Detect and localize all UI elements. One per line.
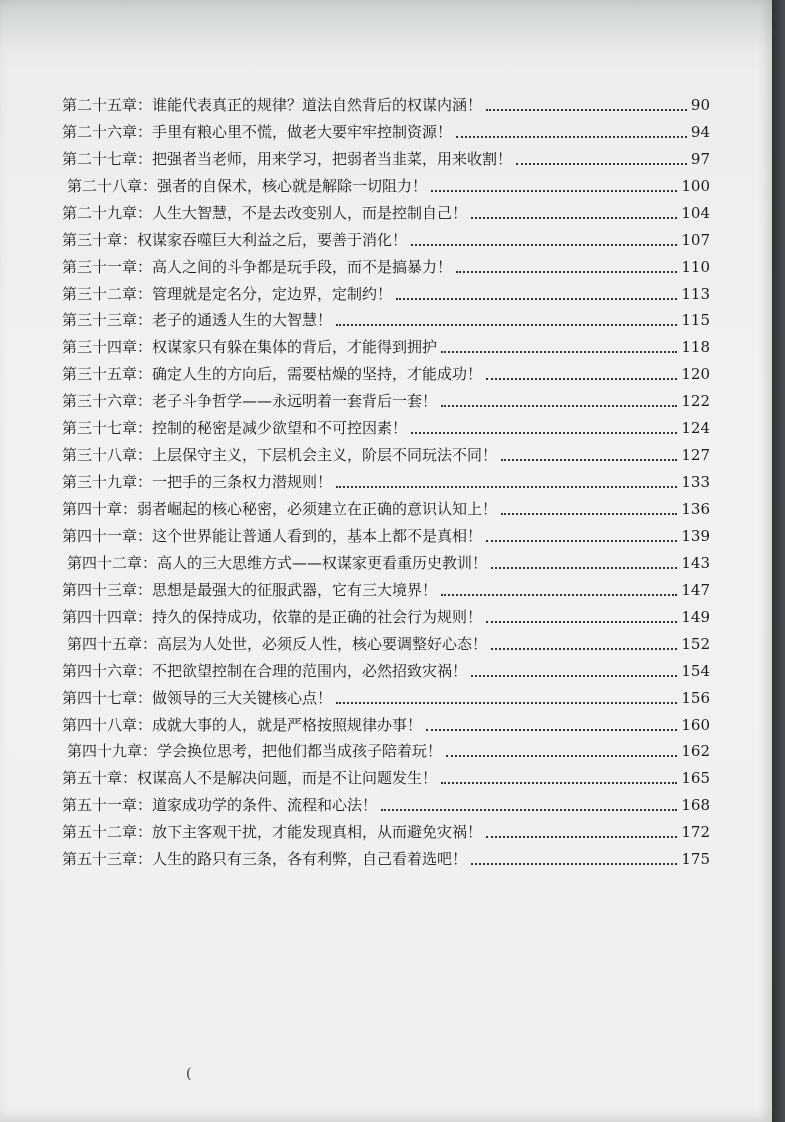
toc-entry — [62, 278, 710, 305]
toc-entry — [62, 251, 710, 278]
footer-mark: ( — [186, 1066, 192, 1082]
toc-leader-dots — [336, 324, 677, 326]
toc-entry-title: 第五十二章：放下主客观干扰，才能发现真相，从而避免灾祸！ — [62, 823, 483, 842]
toc-leader-dots — [441, 405, 677, 407]
toc-entry-title: 第三十二章：管理就是定名分，定边界，定制约！ — [62, 284, 393, 303]
toc-entry-page: 104 — [681, 203, 710, 222]
toc-entry-page: 172 — [681, 823, 710, 842]
toc-entry-title: 第三十一章：高人之间的斗争都是玩手段，而不是搞暴力！ — [62, 257, 453, 276]
toc-entry — [62, 789, 710, 816]
toc-entry-title: 第三十五章：确定人生的方向后，需要枯燥的坚持，才能成功！ — [62, 365, 483, 384]
toc-entry-title: 第五十三章：人生的路只有三条，各有利弊，自己看着选吧！ — [62, 850, 468, 869]
toc-entry — [62, 843, 710, 870]
toc-entry — [62, 816, 710, 843]
toc-leader-dots — [501, 513, 677, 515]
toc-entry — [62, 358, 710, 385]
toc-entry — [62, 116, 710, 143]
toc-entry-title: 第三十章：权谋家吞噬巨大利益之后，要善于消化！ — [62, 230, 408, 249]
table-of-contents — [62, 89, 710, 870]
toc-entry-title: 第四十六章：不把欲望控制在合理的范围内，必然招致灾祸！ — [62, 661, 468, 680]
toc-entry-title: 第四十八章：成就大事的人，就是严格按照规律办事！ — [62, 715, 423, 734]
toc-entry-title: 第三十九章：一把手的三条权力潜规则！ — [62, 473, 333, 492]
toc-leader-dots — [501, 459, 677, 461]
toc-entry-page: 90 — [690, 95, 710, 114]
toc-entry — [62, 466, 710, 493]
toc-entry-page: 122 — [681, 392, 710, 411]
toc-entry-page: 149 — [681, 607, 710, 626]
toc-entry — [62, 574, 710, 601]
toc-entry — [62, 682, 710, 709]
toc-leader-dots — [336, 486, 677, 488]
toc-entry — [62, 331, 710, 358]
toc-leader-dots — [411, 244, 677, 246]
toc-entry — [62, 439, 710, 466]
toc-entry-title: 第二十七章：把强者当老师，用来学习，把弱者当韭菜，用来收割！ — [62, 149, 513, 168]
toc-entry-title: 第四十七章：做领导的三大关键核心点！ — [62, 688, 333, 707]
toc-entry-page: 162 — [681, 742, 710, 761]
toc-leader-dots — [441, 351, 677, 353]
toc-entry-page: 127 — [681, 446, 710, 465]
toc-leader-dots — [336, 702, 677, 704]
toc-entry — [62, 709, 710, 736]
toc-entry-page: 136 — [681, 500, 710, 518]
toc-entry — [62, 628, 710, 655]
toc-entry-page: 168 — [681, 796, 710, 815]
page-top-shadow — [0, 0, 772, 70]
toc-entry-page: 147 — [681, 580, 710, 599]
toc-entry-page: 115 — [681, 311, 710, 330]
toc-entry — [62, 736, 710, 763]
toc-leader-dots — [486, 378, 677, 380]
toc-leader-dots — [381, 809, 677, 811]
toc-entry — [62, 412, 710, 439]
toc-entry-page: 160 — [681, 715, 710, 734]
toc-leader-dots — [456, 271, 677, 273]
toc-entry-page: 175 — [681, 850, 710, 869]
toc-entry-title: 第三十六章：老子斗争哲学——永远明着一套背后一套！ — [62, 392, 438, 411]
toc-entry-page: 97 — [690, 149, 710, 168]
toc-entry-title: 第四十五章：高层为人处世，必须反人性，核心要调整好心态！ — [67, 634, 488, 653]
toc-leader-dots — [486, 109, 687, 111]
toc-entry-page: 113 — [681, 284, 710, 303]
toc-leader-dots — [441, 594, 677, 596]
toc-entry-page: 133 — [681, 473, 710, 492]
toc-entry-page: 94 — [690, 122, 710, 141]
toc-entry-title: 第四十一章：这个世界能让普通人看到的，基本上都不是真相！ — [62, 526, 483, 545]
toc-entry — [62, 89, 710, 116]
toc-leader-dots — [396, 298, 677, 300]
toc-entry-page: 143 — [681, 553, 710, 572]
toc-entry — [62, 493, 710, 520]
toc-entry-title: 第二十九章：人生大智慧，不是去改变别人，而是控制自己！ — [62, 203, 468, 222]
toc-entry — [62, 224, 710, 251]
page-edge-shadow — [772, 0, 785, 1122]
toc-entry-page: 154 — [681, 661, 710, 680]
toc-leader-dots — [446, 755, 677, 757]
toc-entry-title: 第三十七章：控制的秘密是减少欲望和不可控因素！ — [62, 419, 408, 438]
toc-leader-dots — [491, 567, 677, 569]
toc-entry-title: 第二十六章：手里有粮心里不慌，做老大要牢牢控制资源！ — [62, 122, 453, 141]
toc-leader-dots — [516, 163, 687, 165]
toc-entry-title: 第四十章：弱者崛起的核心秘密，必须建立在正确的意识认知上！ — [62, 500, 498, 518]
toc-entry — [62, 547, 710, 574]
toc-leader-dots — [456, 136, 687, 138]
toc-entry-page: 165 — [681, 769, 710, 788]
toc-entry-page: 118 — [681, 338, 710, 357]
toc-entry — [62, 170, 710, 197]
toc-entry-page: 100 — [681, 176, 710, 195]
toc-entry-page: 107 — [681, 230, 710, 249]
toc-entry-title: 第三十四章：权谋家只有躲在集体的背后，才能得到拥护 — [62, 338, 438, 357]
toc-entry — [62, 143, 710, 170]
toc-entry-title: 第四十四章：持久的保持成功，依靠的是正确的社会行为规则！ — [62, 607, 483, 626]
toc-leader-dots — [471, 675, 677, 677]
toc-entry-title: 第五十一章：道家成功学的条件、流程和心法！ — [62, 796, 378, 815]
toc-entry — [62, 305, 710, 332]
toc-entry-title: 第二十八章：强者的自保术，核心就是解除一切阻力！ — [67, 176, 428, 195]
toc-entry-page: 139 — [681, 526, 710, 545]
toc-entry — [62, 762, 710, 789]
toc-leader-dots — [486, 836, 677, 838]
toc-entry-title: 第三十八章：上层保守主义，下层机会主义，阶层不同玩法不同！ — [62, 446, 498, 465]
toc-entry-page: 156 — [681, 688, 710, 707]
toc-entry-page: 120 — [681, 365, 710, 384]
toc-entry-title: 第五十章：权谋高人不是解决问题，而是不让问题发生！ — [62, 769, 438, 788]
toc-entry — [62, 197, 710, 224]
toc-entry — [62, 655, 710, 682]
toc-leader-dots — [426, 729, 677, 731]
toc-leader-dots — [471, 217, 677, 219]
toc-entry-title: 第四十三章：思想是最强大的征服武器，它有三大境界！ — [62, 580, 438, 599]
toc-leader-dots — [491, 648, 677, 650]
toc-entry-title: 第四十二章：高人的三大思维方式——权谋家更看重历史教训！ — [67, 553, 488, 572]
toc-leader-dots — [486, 621, 677, 623]
toc-entry-page: 110 — [681, 257, 710, 276]
toc-leader-dots — [411, 432, 677, 434]
toc-entry — [62, 520, 710, 547]
toc-entry — [62, 385, 710, 412]
toc-leader-dots — [486, 540, 677, 542]
toc-entry-page: 152 — [681, 634, 710, 653]
toc-entry — [62, 601, 710, 628]
toc-entry-title: 第四十九章：学会换位思考，把他们都当成孩子陪着玩！ — [67, 742, 443, 761]
toc-leader-dots — [471, 863, 677, 865]
toc-leader-dots — [431, 190, 677, 192]
toc-entry-title: 第三十三章：老子的通透人生的大智慧！ — [62, 311, 333, 330]
toc-leader-dots — [441, 782, 677, 784]
toc-entry-title: 第二十五章：谁能代表真正的规律？道法自然背后的权谋内涵！ — [62, 95, 483, 114]
toc-entry-page: 124 — [681, 419, 710, 438]
